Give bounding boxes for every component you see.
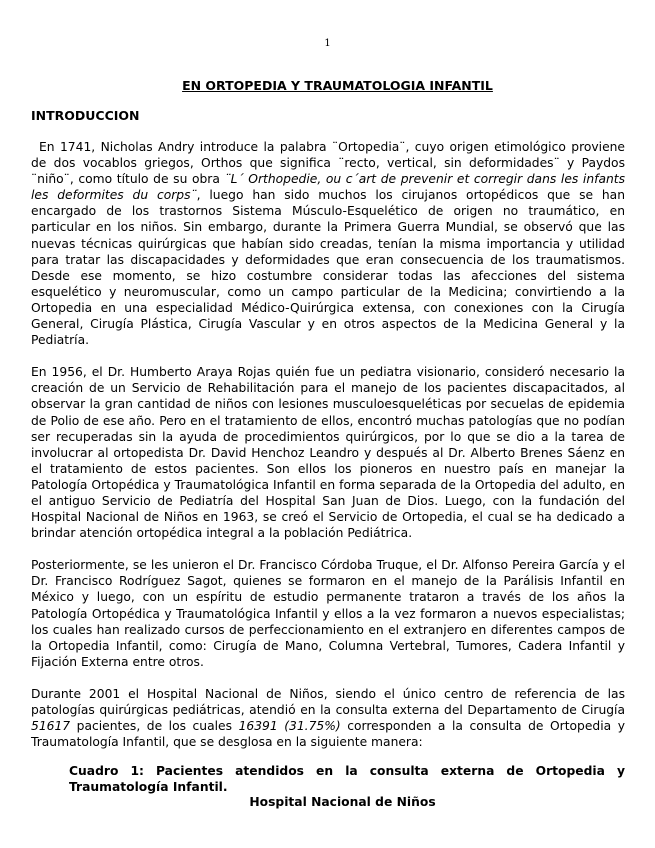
paragraph-3: Posteriormente, se les unieron el Dr. Francisco Córdoba Truque, el Dr. Alfonso Pereira García y el Dr. Francisco Rodríguez Sagot, quienes se formaron en el manejo de la Parálisis Infantil en México y luego, con un espíritu de estudio permanente trataron a través de los años la Patología Ortopédica y Traumatológica Infantil y ellos a la vez formaron a nuevos especialistas; los cuales han realizado cursos de perfeccionamiento en el extranjero en diferentes campos de la Ortopedia Infantil, como: Cirugía de Mano, Columna Vertebral, Tumores, Cadera Infantil y Fijación Externa entre otros. (31, 558, 625, 669)
section-heading: INTRODUCCION (31, 108, 140, 123)
document-title: EN ORTOPEDIA Y TRAUMATOLOGIA INFANTIL (182, 78, 493, 93)
p4-ortho-patients: 16391 (31.75%) (238, 719, 341, 734)
hospital-name: Hospital Nacional de Niños (249, 795, 436, 809)
page-number: 1 (324, 38, 331, 49)
paragraph-4 (31, 686, 625, 750)
paragraph-1 (31, 139, 625, 348)
p4-total-patients: 51617 (31, 719, 71, 734)
paragraph-2: En 1956, el Dr. Humberto Araya Rojas quién fue un pediatra visionario, consideró necesario la creación de un Servicio de Rehabilitación para el manejo de los pacientes discapacitados, al observar la gran cantidad de niños con lesiones musculoesqueléticas por secuelas de epidemia de Polio de ese año. Pero en el tratamiento de ellos, encontró muchas patologías que no podían ser recuperadas sin la ayuda de procedimientos quirúrgicos, por lo que se dio a la tarea de involucrar al ortopedista Dr. David Henchoz Leandro y después al Dr. Alberto Brenes Sáenz en el tratamiento de estos pacientes. Son ellos los pioneros en nuestro país en manejar la Patología Ortopédica y Traumatológica Infantil en forma separada de la Ortopedia del adulto, en el antiguo Servicio de Pediatría del Hospital San Juan de Dios. Luego, con la fundación del Hospital Nacional de Niños en 1963, se creó el Servicio de Ortopedia, el cual se ha dedicado a brindar atención ortopédica integral a la población Pediátrica. (31, 365, 625, 541)
p1-book-title: ¨L´ Orthopedie, ou c´art de prevenir et corregir dans les infants les deformites du corps¨ (31, 172, 626, 203)
p4-text-a: Durante 2001 el Hospital Nacional de Niños, siendo el único centro de referencia de las patologías quirúrgicas pediátricas, atendió en la consulta externa del Departamento de Cirugía (31, 686, 625, 717)
p1-text-b: , luego han sido muchos los cirujanos ortopédicos que se han encargado de los trastornos Sistema Músculo-Esquelético de origen no traumático, en particular en los niños. Sin embargo, durante la Primera Guerra Mundial, se observó que las nuevas técnicas quirúrgicas que habían sido creadas, tenían la misma importancia y utilidad para tratar las discapacidades y deformidades que eran consecuencia de los traumatismos. Desde ese momento, se hizo costumbre considerar todas las afecciones del sistema esquelético y neuromuscular, como un campo particular de la Medicina; convirtiendo a la Ortopedia en una especialidad Médico-Quirúrgica extensa, con conexiones con la Cirugía General, Cirugía Plástica, Cirugía Vascular y en otros aspectos de la Medicina General y la Pediatría. (31, 188, 626, 348)
table-caption: Cuadro 1: Pacientes atendidos en la consulta externa de Ortopedia y Traumatología Infantil. (69, 764, 625, 794)
p4-text-b: pacientes, de los cuales (70, 719, 239, 734)
p4-text-c: corresponden a la consulta de Ortopedia y Traumatología Infantil, que se desglosa en la siguiente manera: (31, 719, 625, 750)
body-text (31, 139, 625, 766)
p1-text-a: En 1741, Nicholas Andry introduce la palabra ¨Ortopedia¨, cuyo origen etimológico proviene de dos vocablos griegos, Orthos que significa ¨recto, vertical, sin deformidades¨ y Paydos ¨niño¨, como título de su obra (31, 140, 625, 187)
